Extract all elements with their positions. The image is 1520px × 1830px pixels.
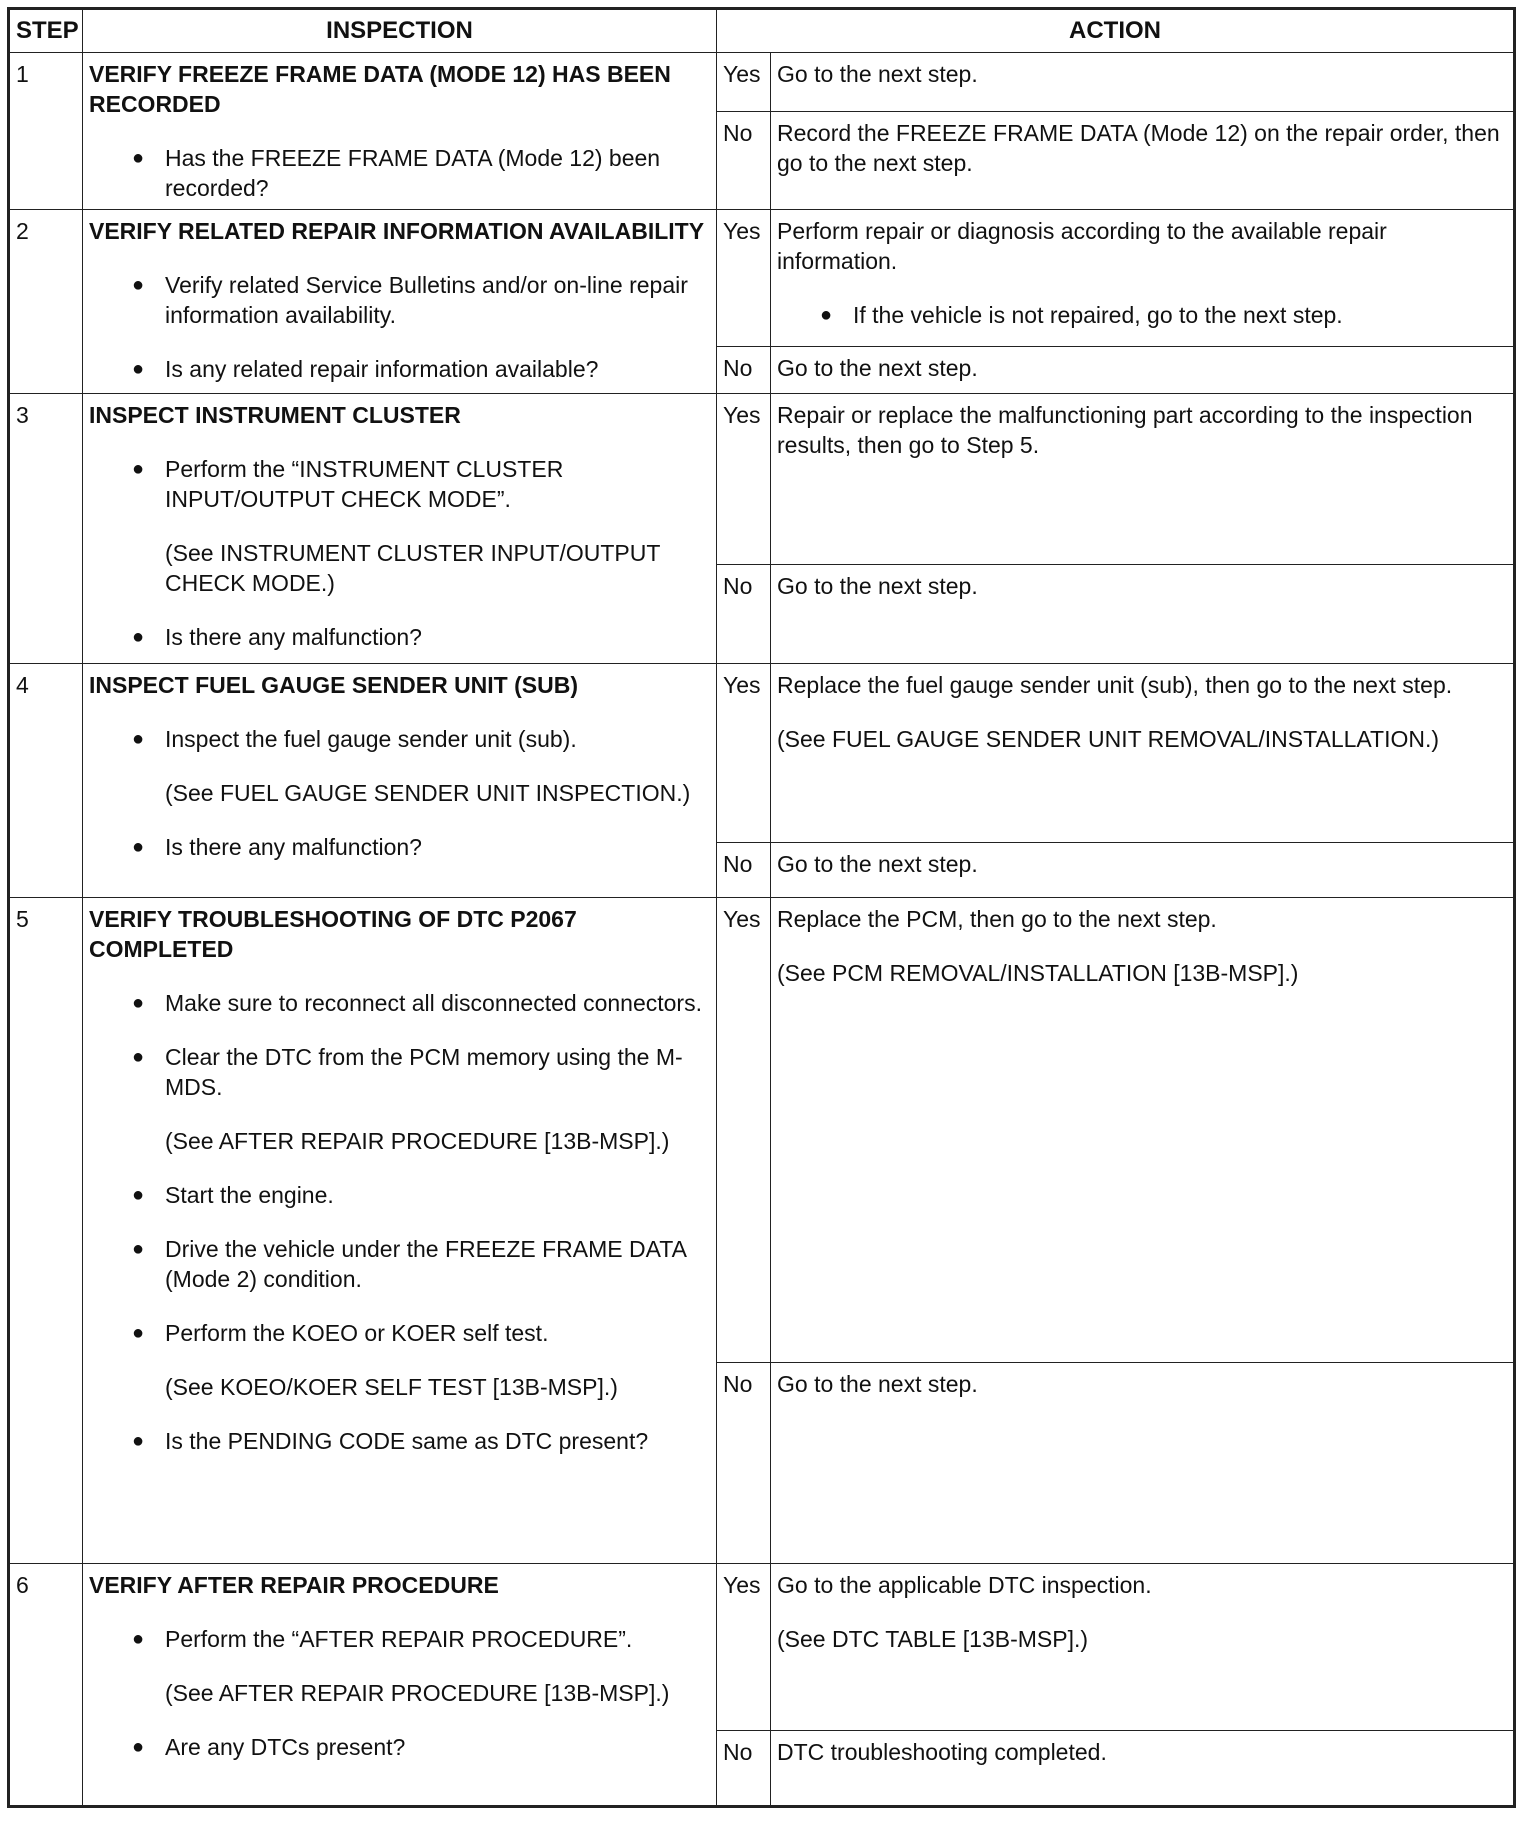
bullet-item: ● Make sure to reconnect all disconnected connectors. bbox=[165, 988, 710, 1018]
see-reference: (See AFTER REPAIR PROCEDURE [13B-MSP].) bbox=[165, 1680, 670, 1706]
inspection-cell bbox=[83, 53, 717, 210]
yes-label: Yes bbox=[717, 53, 771, 112]
no-action-text: Go to the next step. bbox=[777, 573, 978, 599]
table-row bbox=[9, 53, 1515, 112]
see-reference: (See DTC TABLE [13B-MSP].) bbox=[777, 1626, 1089, 1652]
no-label: No bbox=[717, 565, 771, 664]
header-row bbox=[9, 9, 1515, 53]
yes-action-bullet: ● If the vehicle is not repaired, go to the next step. bbox=[853, 300, 1507, 330]
bullet-item: ● Verify related Service Bulletins and/or on-line repair information availability. bbox=[165, 270, 710, 330]
step-number: 2 bbox=[9, 210, 83, 394]
yes-label: Yes bbox=[717, 664, 771, 843]
yes-action-text: Go to the applicable DTC inspection. bbox=[777, 1572, 1152, 1598]
no-label: No bbox=[717, 347, 771, 394]
no-action-text: Go to the next step. bbox=[777, 1371, 978, 1397]
no-label: No bbox=[717, 1731, 771, 1807]
no-action-text: Record the FREEZE FRAME DATA (Mode 12) on the repair order, then go to the next step. bbox=[777, 119, 1500, 176]
no-action bbox=[771, 1363, 1515, 1564]
yes-action-text: Go to the next step. bbox=[777, 61, 978, 87]
inspection-cell bbox=[83, 664, 717, 898]
inspection-cell bbox=[83, 1564, 717, 1807]
step-number: 6 bbox=[9, 1564, 83, 1807]
see-reference: (See AFTER REPAIR PROCEDURE [13B-MSP].) bbox=[165, 1128, 670, 1154]
bullet-item: ● Perform the “INSTRUMENT CLUSTER INPUT/OUTPUT CHECK MODE”. bbox=[165, 454, 710, 514]
see-reference: (See FUEL GAUGE SENDER UNIT INSPECTION.) bbox=[165, 780, 691, 806]
troubleshooting-table bbox=[7, 7, 1516, 1808]
bullet-item: ● Is any related repair information available? bbox=[165, 354, 710, 384]
yes-label: Yes bbox=[717, 210, 771, 347]
no-action bbox=[771, 1731, 1515, 1807]
no-action bbox=[771, 565, 1515, 664]
step-title: VERIFY AFTER REPAIR PROCEDURE bbox=[89, 1572, 499, 1598]
yes-label: Yes bbox=[717, 898, 771, 1363]
yes-action bbox=[771, 394, 1515, 565]
no-action-text: Go to the next step. bbox=[777, 355, 978, 381]
bullet-item: ● Perform the KOEO or KOER self test. bbox=[165, 1318, 710, 1348]
yes-action bbox=[771, 664, 1515, 843]
bullet-item: ● Are any DTCs present? bbox=[165, 1732, 710, 1762]
bullet-item: ● Is the PENDING CODE same as DTC present? bbox=[165, 1426, 710, 1456]
yes-label: Yes bbox=[717, 1564, 771, 1731]
no-action bbox=[771, 843, 1515, 898]
yes-action bbox=[771, 898, 1515, 1363]
no-action-text: Go to the next step. bbox=[777, 851, 978, 877]
no-label: No bbox=[717, 111, 771, 209]
see-reference: (See INSTRUMENT CLUSTER INPUT/OUTPUT CHECK MODE.) bbox=[165, 540, 660, 596]
table-row bbox=[9, 664, 1515, 843]
yes-action bbox=[771, 1564, 1515, 1731]
see-reference: (See KOEO/KOER SELF TEST [13B-MSP].) bbox=[165, 1374, 618, 1400]
no-action-text: DTC troubleshooting completed. bbox=[777, 1739, 1107, 1765]
no-label: No bbox=[717, 1363, 771, 1564]
yes-action-text: Replace the PCM, then go to the next step. bbox=[777, 906, 1217, 932]
bullet-item: ● Is there any malfunction? bbox=[165, 832, 710, 862]
bullet-item: ● Is there any malfunction? bbox=[165, 622, 710, 652]
bullet-item: ● Drive the vehicle under the FREEZE FRAME DATA (Mode 2) condition. bbox=[165, 1234, 710, 1294]
bullet-item: ● Perform the “AFTER REPAIR PROCEDURE”. bbox=[165, 1624, 710, 1654]
table-row bbox=[9, 1564, 1515, 1731]
bullet-item: ● Clear the DTC from the PCM memory using the M-MDS. bbox=[165, 1042, 710, 1102]
inspection-cell bbox=[83, 210, 717, 394]
see-reference: (See FUEL GAUGE SENDER UNIT REMOVAL/INSTALLATION.) bbox=[777, 726, 1440, 752]
step-title: VERIFY FREEZE FRAME DATA (MODE 12) HAS BEEN RECORDED bbox=[89, 61, 671, 117]
step-number: 5 bbox=[9, 898, 83, 1564]
header-action: ACTION bbox=[717, 9, 1515, 53]
header-step: STEP bbox=[9, 9, 83, 53]
yes-action-text: Repair or replace the malfunctioning part according to the inspection results, then go to Step 5. bbox=[777, 402, 1473, 458]
header-inspection: INSPECTION bbox=[83, 9, 717, 53]
yes-action bbox=[771, 53, 1515, 112]
yes-label: Yes bbox=[717, 394, 771, 565]
no-action bbox=[771, 111, 1515, 209]
inspection-cell bbox=[83, 394, 717, 664]
no-label: No bbox=[717, 843, 771, 898]
no-action bbox=[771, 347, 1515, 394]
step-title: VERIFY RELATED REPAIR INFORMATION AVAILABILITY bbox=[89, 218, 705, 244]
step-title: VERIFY TROUBLESHOOTING OF DTC P2067 COMPLETED bbox=[89, 906, 577, 962]
yes-action-text: Replace the fuel gauge sender unit (sub), then go to the next step. bbox=[777, 672, 1453, 698]
bullet-item: ● Start the engine. bbox=[165, 1180, 710, 1210]
yes-action-text: Perform repair or diagnosis according to the available repair information. bbox=[777, 218, 1387, 274]
step-title: INSPECT FUEL GAUGE SENDER UNIT (SUB) bbox=[89, 672, 578, 698]
step-number: 3 bbox=[9, 394, 83, 664]
step-number: 4 bbox=[9, 664, 83, 898]
step-title: INSPECT INSTRUMENT CLUSTER bbox=[89, 402, 461, 428]
table-row bbox=[9, 394, 1515, 565]
table-row bbox=[9, 898, 1515, 1363]
inspection-cell bbox=[83, 898, 717, 1564]
see-reference: (See PCM REMOVAL/INSTALLATION [13B-MSP].) bbox=[777, 960, 1299, 986]
bullet-item: ● Has the FREEZE FRAME DATA (Mode 12) been recorded? bbox=[165, 143, 710, 203]
bullet-item: ● Inspect the fuel gauge sender unit (sub). bbox=[165, 724, 710, 754]
table-row bbox=[9, 210, 1515, 347]
step-number: 1 bbox=[9, 53, 83, 210]
yes-action bbox=[771, 210, 1515, 347]
